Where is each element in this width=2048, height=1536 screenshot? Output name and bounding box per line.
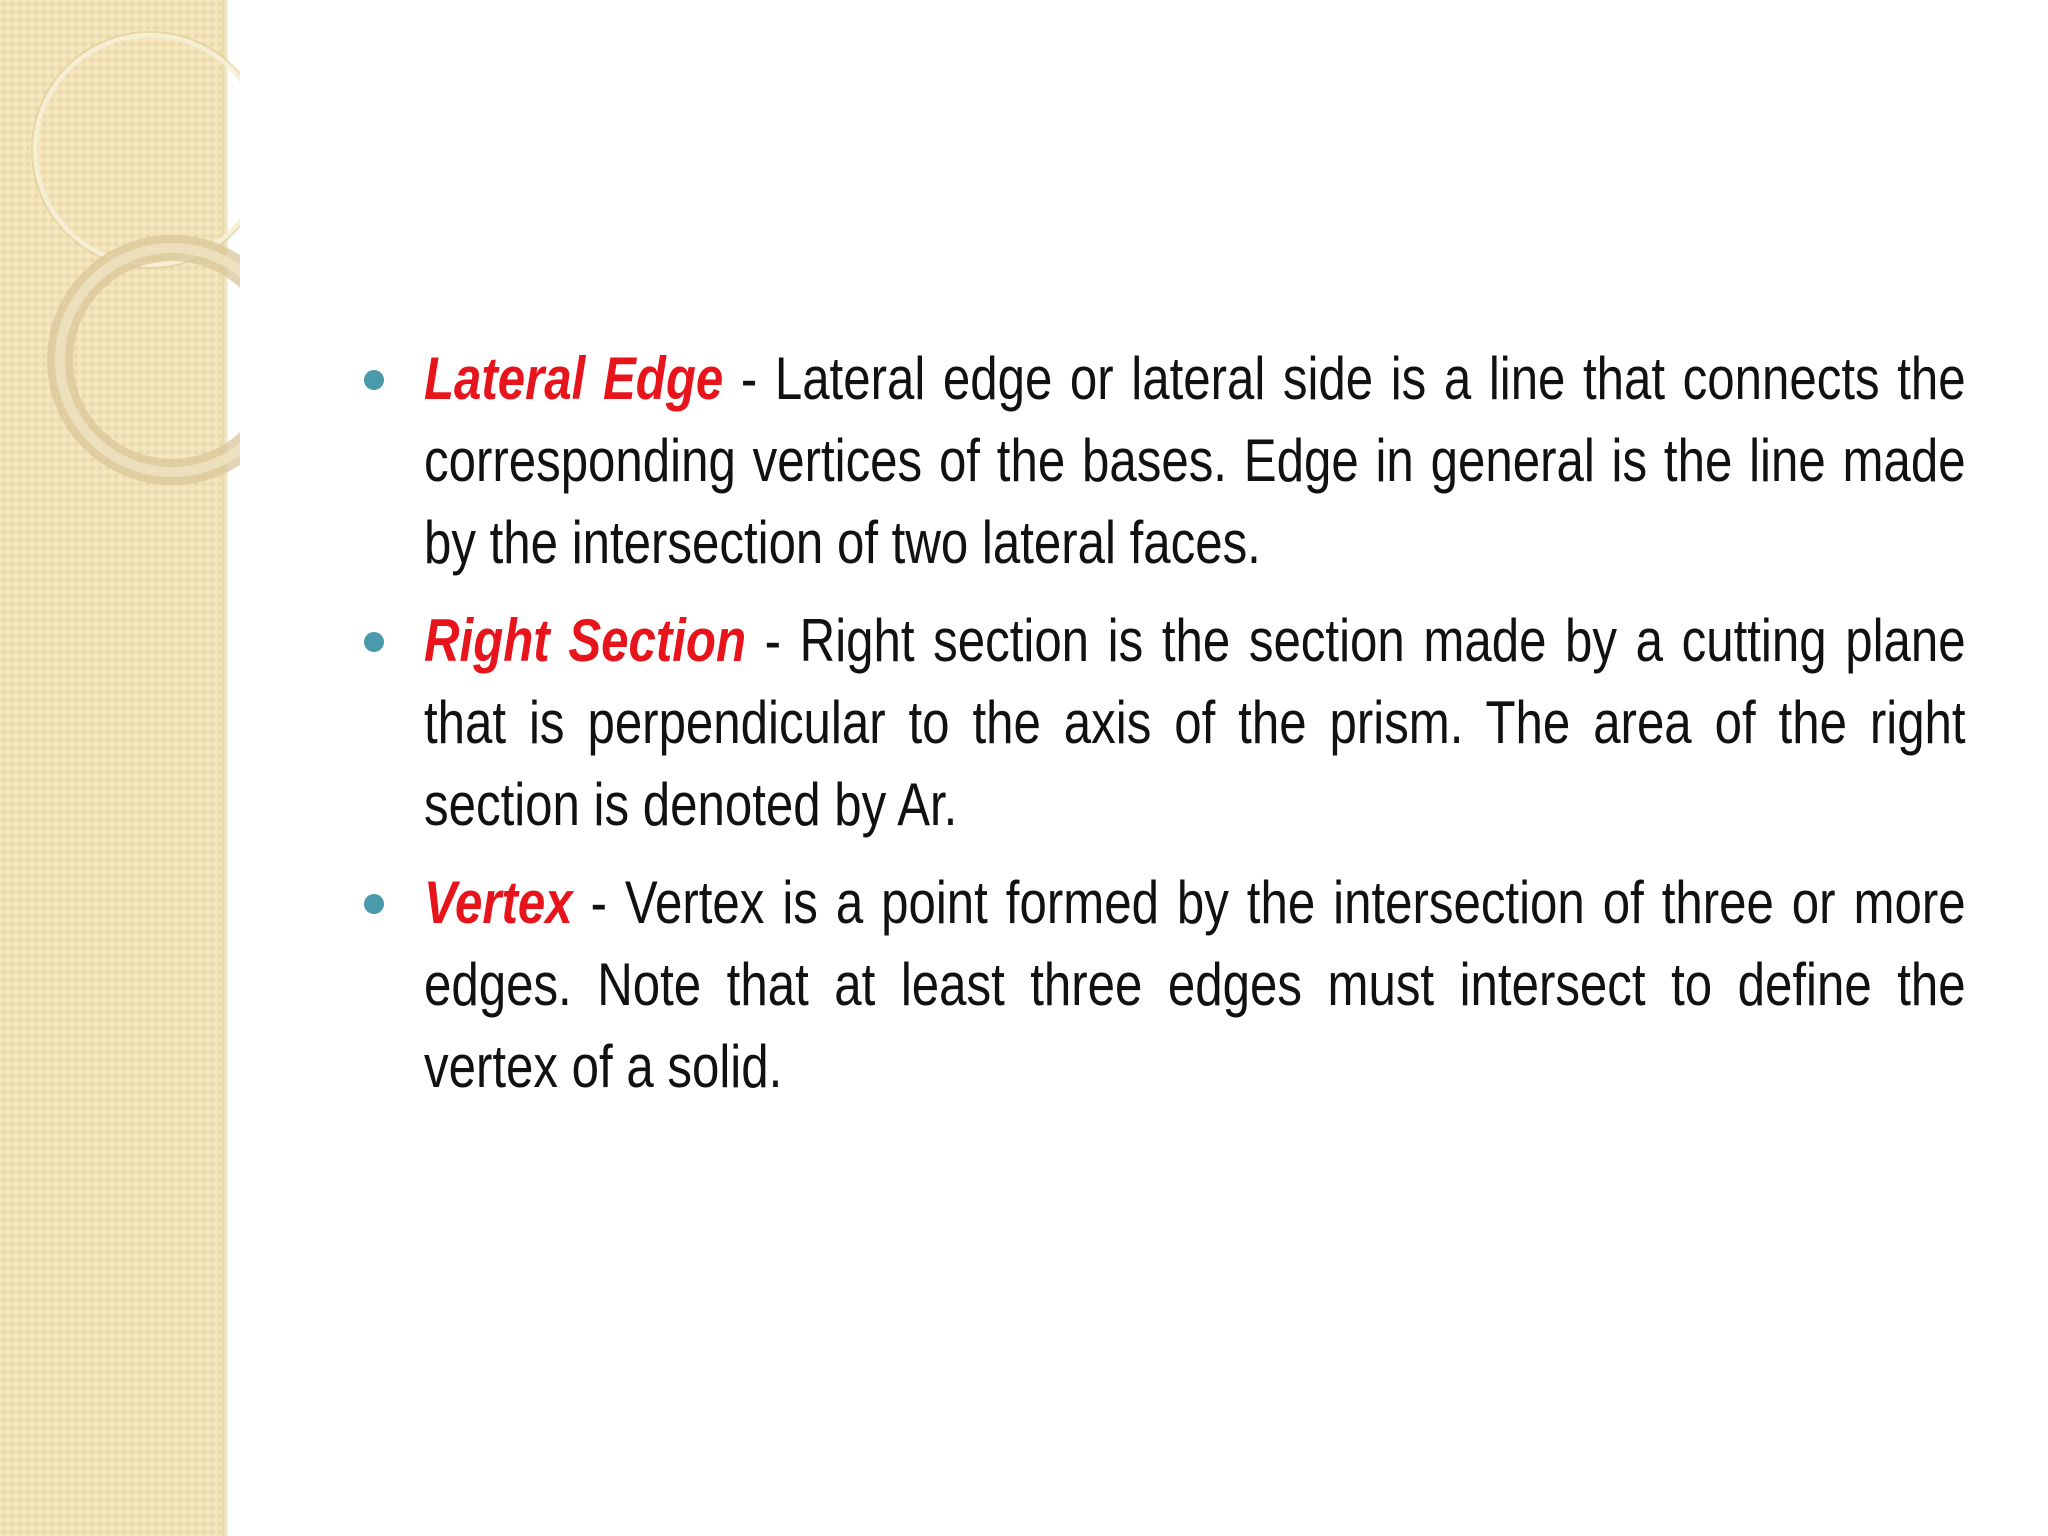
bullet-dot-icon	[364, 370, 384, 390]
item-text	[424, 862, 1966, 1108]
term-vertex: Vertex	[424, 869, 573, 936]
bullet-dot-icon	[364, 894, 384, 914]
item-separator: -	[572, 869, 625, 936]
item-separator: -	[723, 345, 775, 412]
item-separator: -	[746, 607, 800, 674]
lower-ring-highlight	[60, 248, 240, 472]
item-text	[424, 338, 1966, 584]
item-text	[424, 600, 1966, 846]
definition-right-section: Right section is the section made by a cutting plane that is perpendicular to the axis of the prism. The area of the right section is denoted by Ar.	[424, 607, 1966, 838]
upper-ring	[35, 35, 240, 265]
list-item	[350, 862, 1980, 1108]
term-right-section: Right Section	[424, 607, 747, 674]
list-item	[350, 600, 1980, 846]
bullet-dot-icon	[364, 632, 384, 652]
upper-ring-shadow	[32, 32, 240, 268]
term-lateral-edge: Lateral Edge	[424, 345, 724, 412]
list-item	[350, 338, 1980, 584]
definition-lateral-edge: Lateral edge or lateral side is a line that connects the corresponding vertices of the bases. Edge in general is the line made by the intersection of two lateral faces.	[424, 345, 1966, 576]
definition-vertex: Vertex is a point formed by the intersection of three or more edges. Note that at least three edges must intersect to define the vertex of a solid.	[424, 869, 1966, 1100]
bullet-list	[350, 338, 1980, 1124]
decorative-rings	[0, 0, 240, 520]
